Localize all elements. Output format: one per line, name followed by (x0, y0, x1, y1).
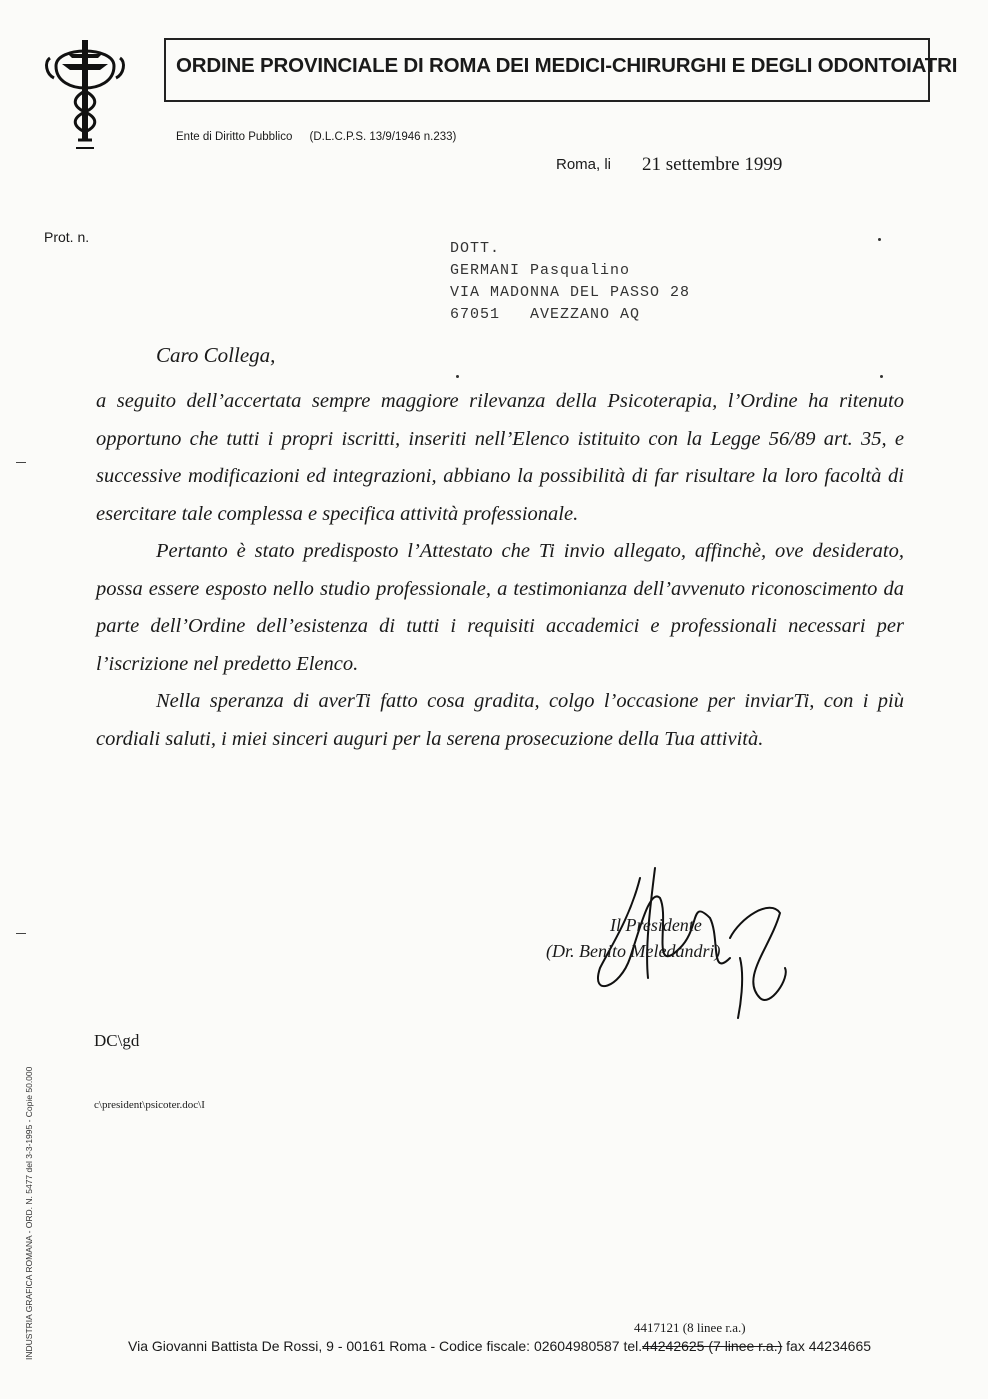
recipient-title: DOTT. (450, 240, 501, 257)
letterhead-title: ORDINE PROVINCIALE DI ROMA DEI MEDICI-CHIRURGHI E DEGLI ODONTOIATRI (176, 54, 958, 77)
telephone-old-struck: 44242625 (7 linee r.a.) (642, 1338, 783, 1354)
reference-initials: DC\gd (94, 1031, 140, 1050)
recipient-street: VIA MADONNA DEL PASSO 28 (450, 284, 691, 301)
speck (456, 375, 459, 378)
ente-label: Ente di Diritto Pubblico (176, 131, 293, 143)
letterhead-subtitle (176, 131, 456, 143)
footer-address: Via Giovanni Battista De Rossi, 9 - 00161 Roma - (128, 1338, 436, 1354)
caduceus-logo-icon (42, 36, 128, 156)
recipient-address (450, 238, 690, 326)
signature-block (546, 912, 720, 964)
body-paragraph-1: a seguito dell’accertata sempre maggiore rilevanza della Psicoterapia, l’Ordine ha ritenuto opportuno che tutti i propri iscritti, inseriti nell’Elenco istituito con la Legge 56/89 art. 35, e successive modificazioni ed integrazioni, abbiano la possibilità di far risultare la loro facoltà di esercitare tale complessa e specifica attività professionale. (96, 390, 904, 525)
fold-mark (16, 462, 26, 463)
speck (880, 375, 883, 378)
signatory-title: Il Presidente (610, 915, 702, 935)
telephone-new: 4417121 (8 linee r.a.) (634, 1320, 746, 1335)
letter-body (96, 383, 904, 758)
body-paragraph-2: Pertanto è stato predisposto l’Attestato che Ti invio allegato, affinchè, ove desiderato, possa essere esposto nello studio professionale, a testimonianza dell’avvenuto riconoscimento da parte dell’Ordine dell’esistenza di tutti i requisiti accademici e professionali necessari per l’iscrizione nel predetto Elenco. (96, 540, 904, 675)
salutation: Caro Collega, (156, 343, 276, 367)
letterhead-title-box (164, 38, 958, 102)
legal-reference: (D.L.C.P.S. 13/9/1946 n.233) (309, 131, 457, 143)
signatory-name: (Dr. Benito Meledandri) (546, 941, 721, 961)
footer (128, 1338, 871, 1354)
speck (878, 238, 881, 241)
recipient-name: GERMANI Pasqualino (450, 262, 631, 279)
footer-fiscal-code: Codice fiscale: 02604980587 (439, 1338, 620, 1354)
footer-fax: fax 44234665 (786, 1338, 872, 1354)
date-place: Roma, li (556, 156, 612, 173)
fold-mark (16, 933, 26, 934)
protocol-label: Prot. n. (44, 229, 90, 245)
document-file-path: c\president\psicoter.doc\I (94, 1099, 205, 1111)
printer-note: INDUSTRIA GRAFICA ROMANA - ORD. N. 5477 del 3-3-1995 - Copie 50.000 (24, 1066, 34, 1360)
recipient-city: 67051 AVEZZANO AQ (450, 306, 641, 323)
footer-tel-label: tel. (623, 1338, 643, 1354)
letter-date: 21 settembre 1999 (642, 154, 783, 175)
body-paragraph-3: Nella speranza di averTi fatto cosa gradita, colgo l’occasione per inviarTi, con i più cordiali saluti, i miei sinceri auguri per la serena prosecuzione della Tua attività. (96, 690, 904, 750)
